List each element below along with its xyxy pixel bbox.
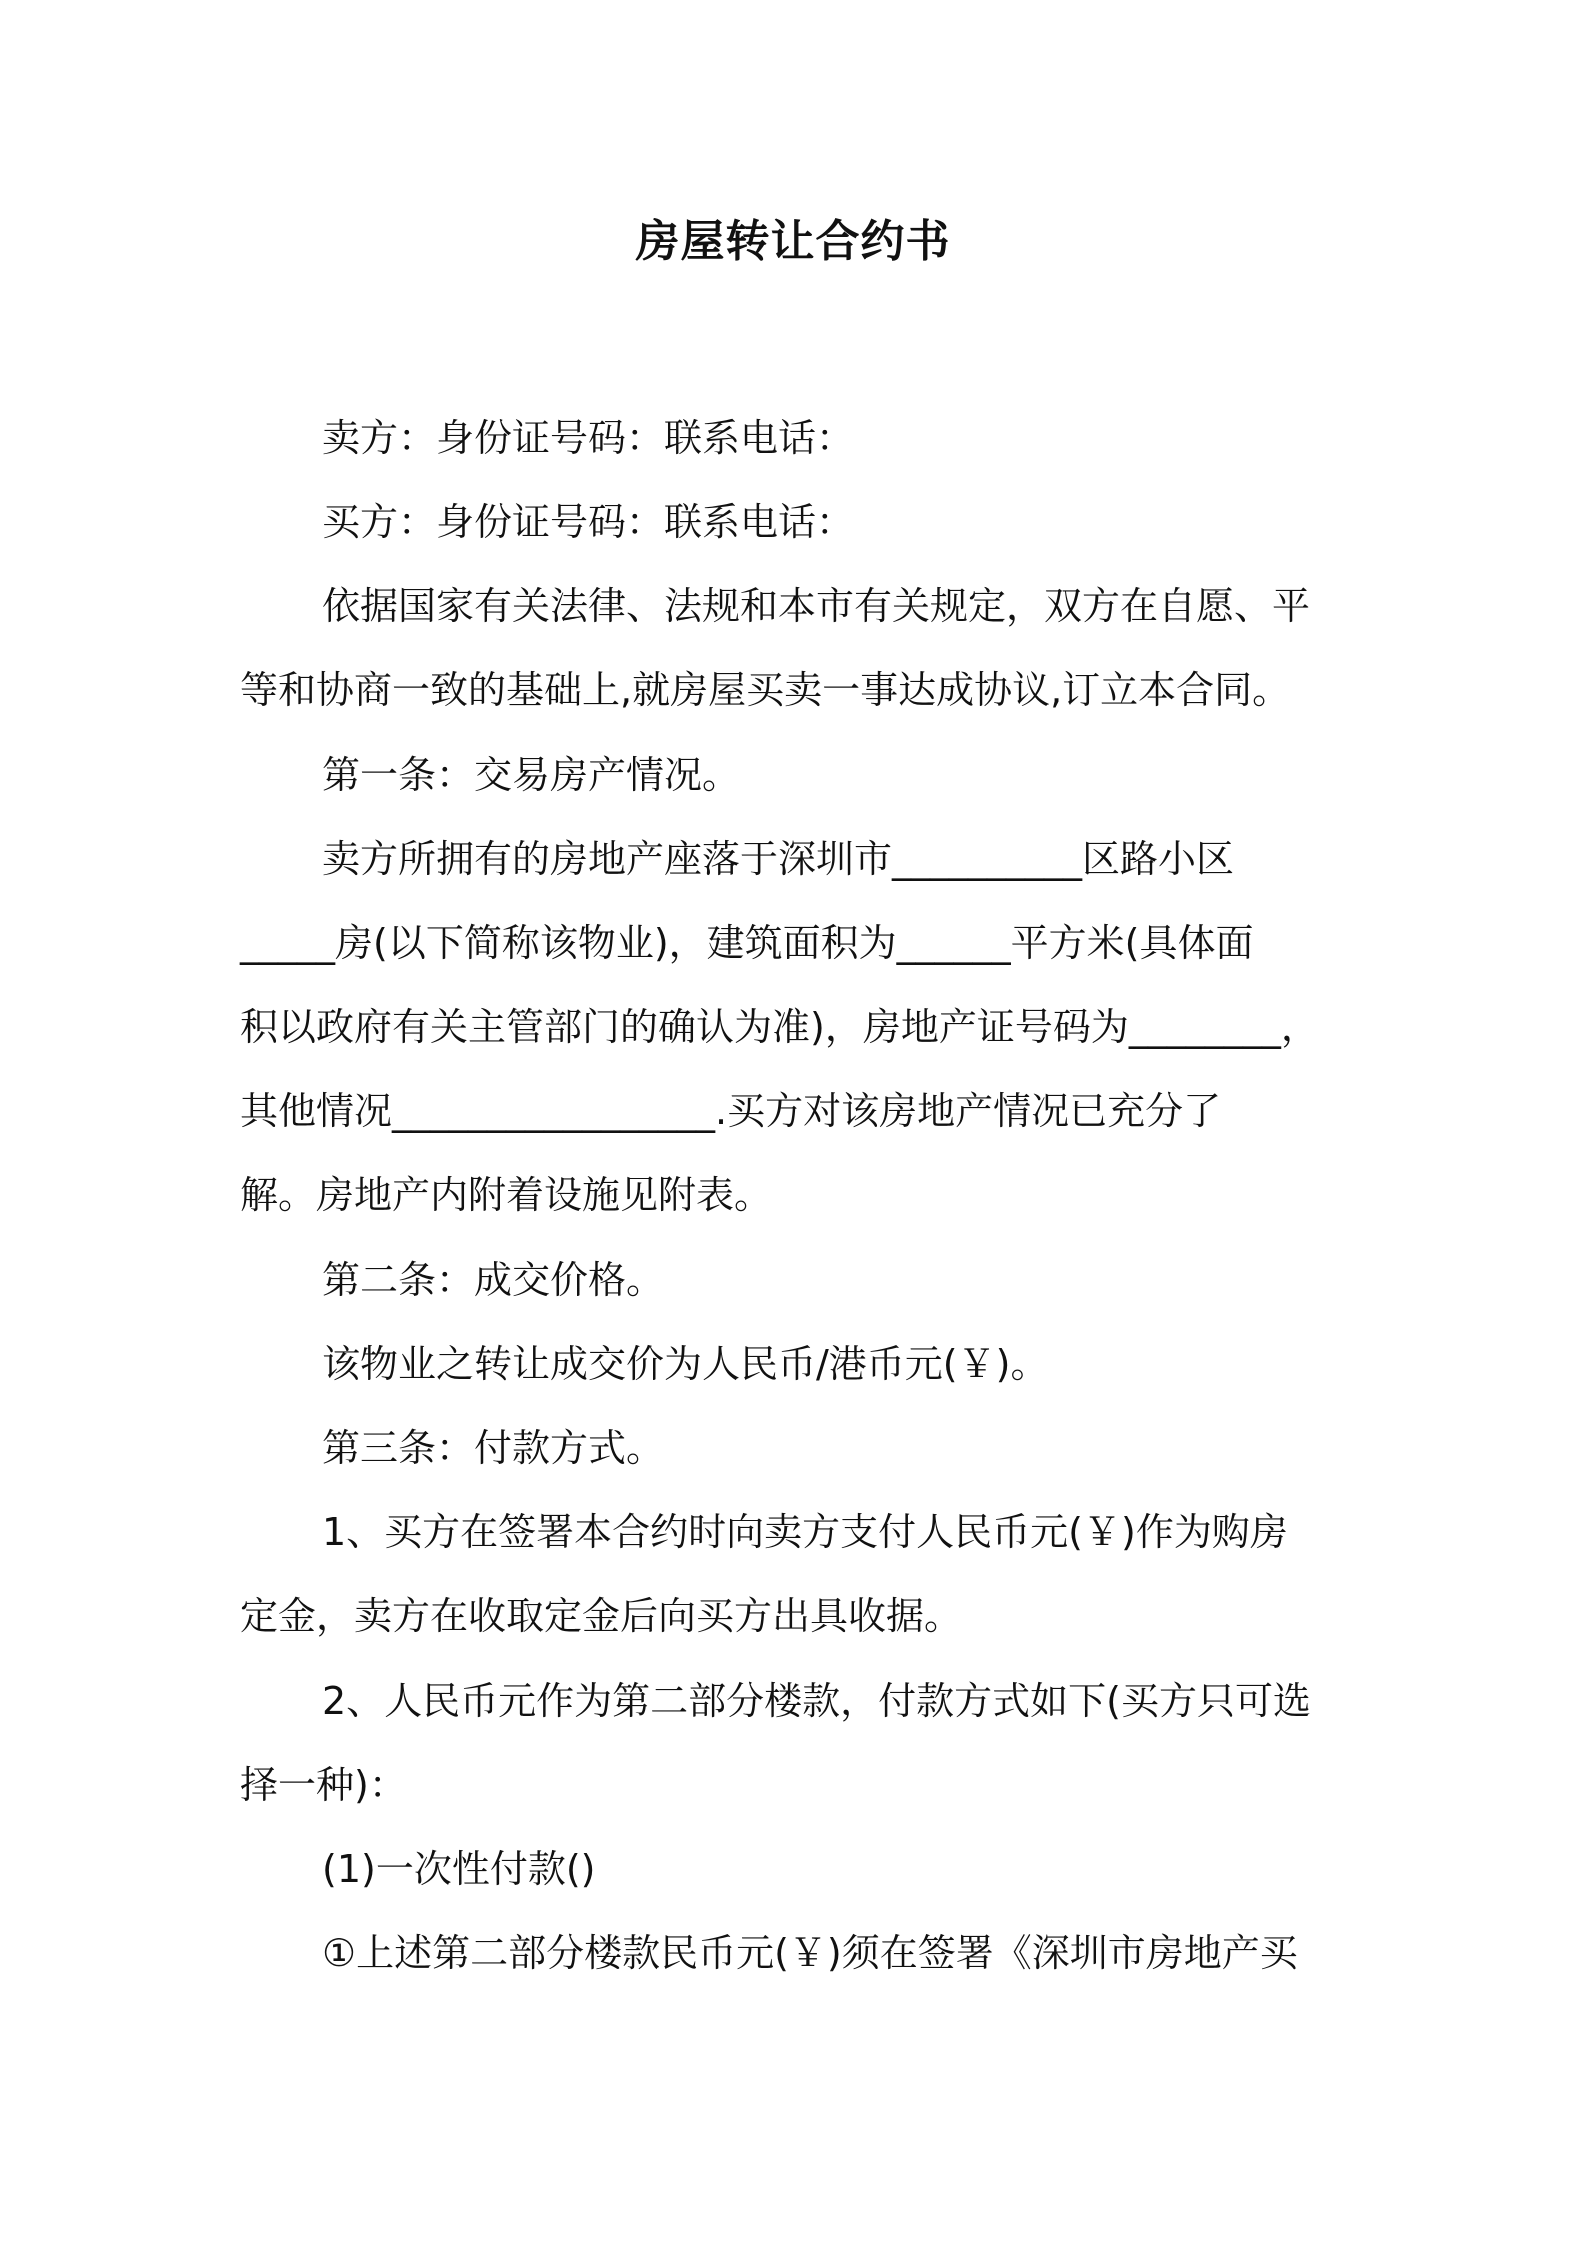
article-1-text-line-4: 其他情况_________________.买方对该房地产情况已充分了	[240, 1089, 1222, 1133]
article-1-text-line-1: 卖方所拥有的房地产座落于深圳市__________区路小区	[322, 837, 1235, 881]
article-1-text-line-2: _____房(以下简称该物业)，建筑面积为______平方米(具体面	[240, 921, 1254, 965]
payment-option-1: (1)一次性付款()	[322, 1847, 596, 1891]
document-title: 房屋转让合约书	[635, 216, 951, 267]
seller-info-line: 卖方：身份证号码：联系电话：	[322, 416, 855, 460]
article-1-text-line-5: 解。房地产内附着设施见附表。	[240, 1173, 773, 1217]
article-1-heading: 第一条：交易房产情况。	[322, 753, 741, 797]
preamble-line-1: 依据国家有关法律、法规和本市有关规定，双方在自愿、平	[322, 584, 1311, 628]
article-1-text-line-3: 积以政府有关主管部门的确认为准)，房地产证号码为________，	[240, 1005, 1319, 1049]
article-2-heading: 第二条：成交价格。	[322, 1258, 665, 1302]
preamble-line-2: 等和协商一致的基础上,就房屋买卖一事达成协议,订立本合同。	[240, 668, 1291, 712]
article-3-item-1-line-2: 定金，卖方在收取定金后向买方出具收据。	[240, 1594, 963, 1638]
article-3-item-2-line-2: 择一种)：	[240, 1763, 407, 1807]
payment-option-1-clause-1: ①上述第二部分楼款民币元(￥)须在签署《深圳市房地产买	[322, 1931, 1298, 1975]
article-3-heading: 第三条：付款方式。	[322, 1426, 665, 1470]
article-3-item-2-line-1: 2、人民币元作为第二部分楼款，付款方式如下(买方只可选	[322, 1679, 1312, 1723]
buyer-info-line: 买方：身份证号码：联系电话：	[322, 500, 855, 544]
article-3-item-1-line-1: 1、买方在签署本合约时向卖方支付人民币元(￥)作为购房	[322, 1510, 1288, 1554]
article-2-text: 该物业之转让成交价为人民币/港币元(￥)。	[322, 1342, 1049, 1386]
